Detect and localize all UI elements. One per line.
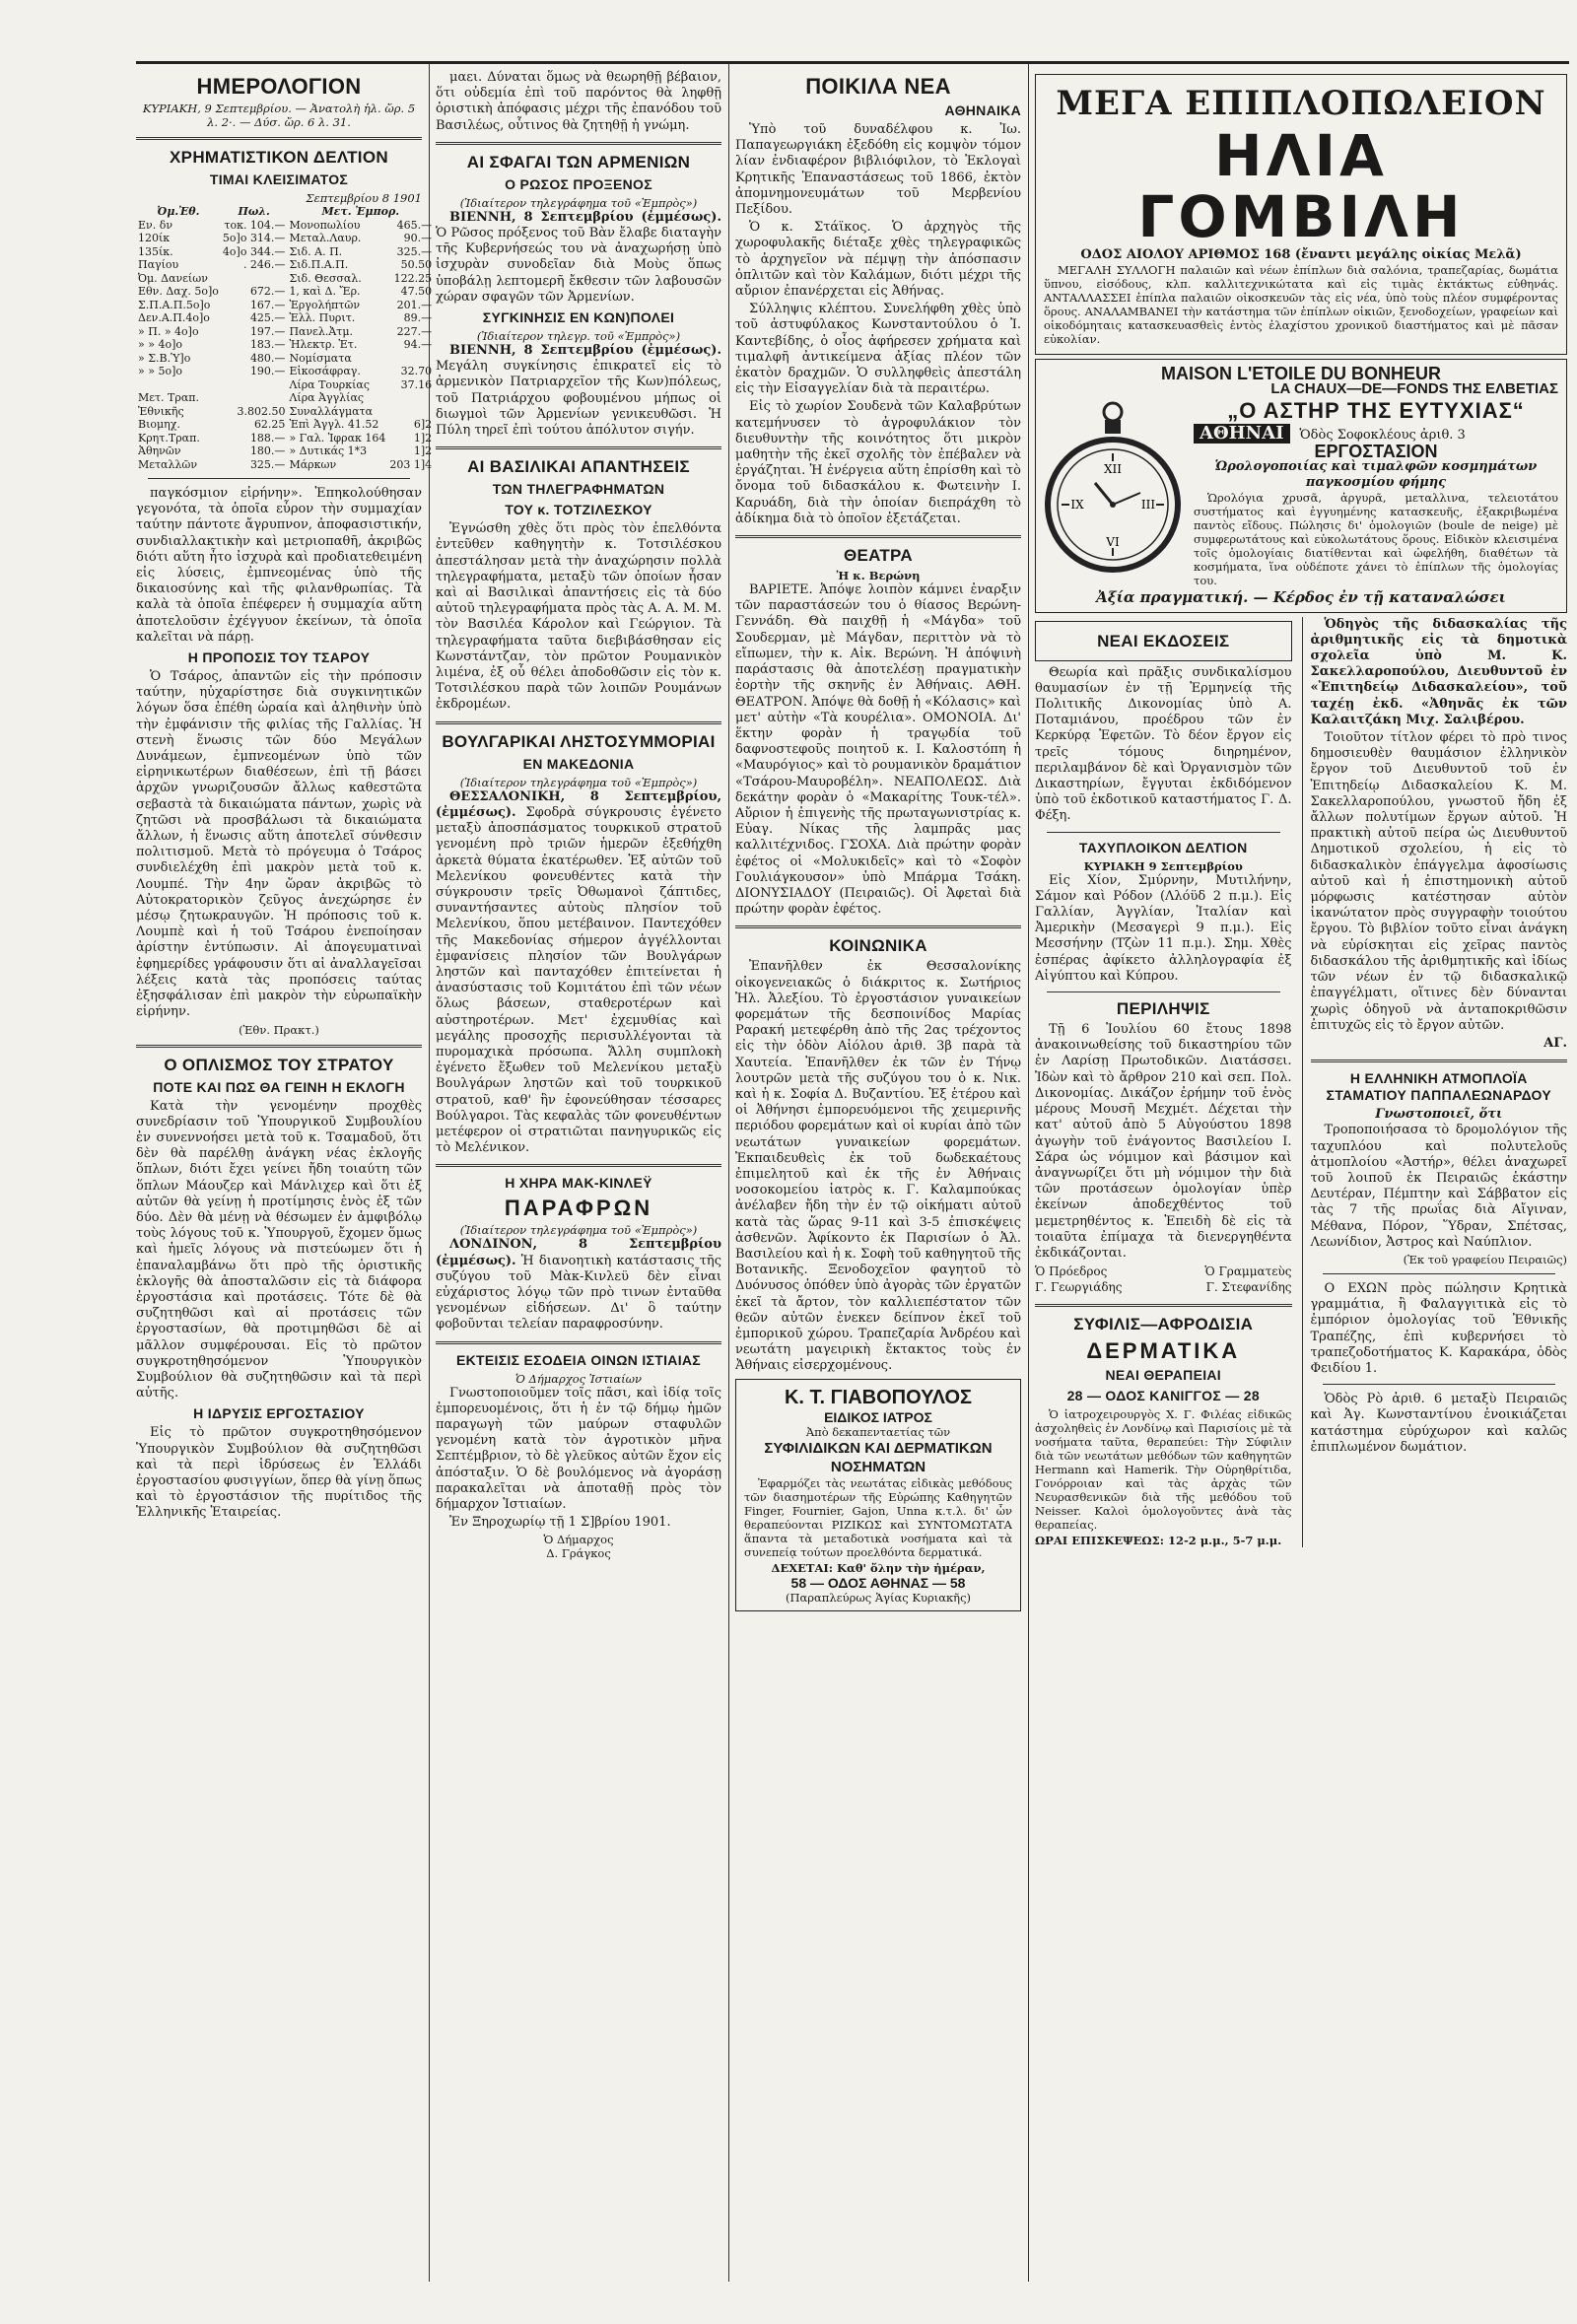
svg-text:IX: IX xyxy=(1070,497,1084,512)
market-cell: 1]2 xyxy=(413,431,433,444)
lower-right xyxy=(1302,617,1568,1547)
wire-credit: (Ἰδιαίτερον τηλεγράφημα τοῦ «Ἐμπρὸς») xyxy=(459,775,698,789)
article-subheading: Η ΙΔΡΥΣΙΣ ΕΡΓΟΣΤΑΣΙΟΥ xyxy=(193,1405,365,1422)
market-row xyxy=(136,311,434,325)
market-cell: Σιδ.Π.Α.Π. xyxy=(289,258,349,271)
article-body: Μεγάλη συγκίνησις ἐπικρατεῖ εἰς τὸ ἀρμενικὸν Πατριαρχεῖον τῆς Κων)πόλεως, τοῦ Πατριάρχου φοβουμένου μήπως οἱ διωγμοὶ τῶν Ἀρμενίων γενικευθῶσι. Ἡ Πύλη τηρεῖ ἐπὶ τούτου ἀπόλυτον σιγήν. xyxy=(436,359,721,439)
market-cell: » » 4ο]ο xyxy=(138,338,182,351)
market-header-cell: Ὀμ.Ἐθ. xyxy=(157,205,200,218)
divider xyxy=(735,535,1021,538)
market-cell: Μετ. Τραπ. xyxy=(138,391,199,404)
market-cell: Ἐργολήπτῶν xyxy=(289,298,361,311)
watch-advertisement xyxy=(1035,359,1567,612)
market-cell: Ἐθνικῆς xyxy=(138,404,184,418)
market-cell: 672.— xyxy=(249,285,286,298)
svg-text:III: III xyxy=(1140,497,1156,512)
market-rows xyxy=(136,219,434,472)
market-cell: 197.— xyxy=(249,324,286,338)
article-subheading: ΕΝ ΜΑΚΕΔΟΝΙΑ xyxy=(522,755,635,772)
market-cell: 122.25 xyxy=(393,271,433,285)
market-cell xyxy=(387,405,434,419)
market-row xyxy=(136,232,434,245)
divider xyxy=(1323,1384,1556,1385)
signatures xyxy=(1035,1264,1292,1295)
market-row xyxy=(136,391,434,405)
dateline: ΘΕΣΣΑΛΟΝΙΚΗ, 8 Σεπτεμβρίου, (ἐμμέσως). xyxy=(436,788,721,820)
market-cell: Λίρα Τουρκίας xyxy=(289,377,370,391)
market-row xyxy=(136,258,434,272)
article-heading: ΑΙ ΒΑΣΙΛΙΚΑΙ ΑΠΑΝΤΗΣΕΙΣ xyxy=(467,457,690,477)
article-body: Εἰς τὸ πρῶτον συγκροτηθησόμενον Ὑπουργικὸν Συμβούλιον θὰ συζητηθῶσι καὶ τὰ περὶ ἱδρύσεως ἐν Ἑλλάδι ἐργοστασίου φυσιγγίων, ὅπερ θὰ γίνῃ ὅπως καὶ τὸ ἐργοστάσιον τῆς πυρίτιδος τῆς Ἑλληνικῆς Ἑταιρείας. xyxy=(136,1425,422,1521)
market-row xyxy=(136,352,434,366)
market-cell: 1, καὶ Δ. Ἔρ. xyxy=(289,285,361,298)
market-cell: Νομίσματα xyxy=(289,351,352,365)
section-title: ΝΕΑΙ ΕΚΔΟΣΕΙΣ xyxy=(1097,631,1230,650)
signature-right xyxy=(1204,1264,1291,1295)
divider xyxy=(148,478,410,479)
news-item: Ὁ κ. Στάϊκος. Ὁ ἀρχηγὸς τῆς χωροφυλακῆς διέταξε χθὲς τηλεγραφικῶς τὸ ἀρχηγεῖον νὰ πέμψῃ τὴν ἀπόσπασιν ὁπλιτῶν καὶ τὸν Καλάμων, διότι μέχρι τῆς αὔριον ἐπανέρχεται εἰς Ἀθήνας. xyxy=(735,220,1021,300)
section-subtitle: Ἡ κ. Βερώνη xyxy=(836,569,921,583)
market-cell: 37.16 xyxy=(400,377,433,391)
market-cell: Ὀμ. Δανείων xyxy=(138,271,208,285)
ad-address: 58 — ΟΔΟΣ ΑΘΗΝΑΣ — 58 xyxy=(790,1574,966,1591)
column-rule xyxy=(728,64,729,2282)
article-body: Τοιοῦτον τίτλον φέρει τὸ πρὸ τινος δημοσιευθὲν θαυμάσιον ἐλληνικὸν ἔργον τοῦ Διευθυντοῦ τοῦ ἐν Ἐπιτηδείῳ Διδασκαλείου Κ. Μ. Σακελλαροπούλου, γνωστοῦ ἤδη ἐξ ἄλλων πολυτίμων ἔργων αὐτοῦ. Ἡ πρακτικὴ αὐτοῦ πείρα ὡς Διευθυντοῦ Δημοτικοῦ σχολείου, ἡ εἰς τὸ διδασκαλικὸν ἐπάγγελμα ἀφοσίωσις αὐτοῦ καὶ ἡ ἐπιστημονικὴ αὐτοῦ μόρφωσις κατέστησαν αὐτὸν ἱκανώτατον πρὸς συγγραφὴν τοιούτου ἔργου. Τὸ βιβλίον τοῦτο εἶναι ἀνάγκη νὰ εὑρίσκηται εἰς χεῖρας παντὸς διδασκάλου τῆς ἀριθμητικῆς καὶ ἰδίως τῶν νέων ἐν τῷ διδασκαλικῷ ἐπαγγέλματι, οἵτινες δὲν δύνανται χωρὶς ὁδηγοῦ νὰ ἀνταποκριθῶσιν ἐπιτυχῶς εἰς τὸ ἔργον αὐτῶν. xyxy=(1310,730,1567,1033)
ad-body: Ὡρολόγια χρυσᾶ, ἀργυρᾶ, μεταλλινα, τελειοτάτου συστήματος καὶ ἐγγυημένης κατασκευῆς, ἐξακριβωμένα παντὸς εἴδους. Πώλησις δι' ὁμολογιῶν (boule de neige) μὲ συμφερωτάτους καὶ εὐκολωτάτους ὅρους. Εἰδικὸν κλεισιμένα τοῖς ὁμολογίαις διατίθενται καὶ ὠφελήθη, διαθέτων τὰ κοσμήματα, ἵνα οὐδέποτε χάνει τὸ ἐπίπλων τῆς ὁμολογίας του. xyxy=(1194,491,1558,588)
market-cell: » Γαλ. Ἰφρακ 164 xyxy=(289,431,386,444)
svg-text:XII: XII xyxy=(1103,461,1123,476)
market-cell: Μεταλ.Λαυρ. xyxy=(289,232,362,244)
divider xyxy=(1323,1273,1556,1274)
market-cell: Μάρκων xyxy=(289,457,337,471)
market-row xyxy=(136,325,434,339)
section-title: ΚΟΙΝΩΝΙΚΑ xyxy=(829,936,927,956)
books-box xyxy=(1035,621,1292,661)
article-source: (Ἐθν. Πρακτ.) xyxy=(239,1022,319,1037)
market-row xyxy=(136,272,434,286)
market-row xyxy=(136,245,434,259)
news-item: Εἰς τὸ χωρίον Σουδενὰ τῶν Καλαβρύτων κατεμήνυσεν τὸ ἀγροφυλάκιον τὸν διευθυντὴν τῆς κοινότητος ὅτι μικρὸν μαθητὴν τῆς ἐκεῖ σχολῆς τὸν ἐπέβαλεν νὰ ἐργάζηται. Ἡ ἐνέργεια αὕτη ἐπρίσθη καὶ τὸ ὄνομα τοῦ διδασκάλου κ. Φωτεινὴν Ι. Καρυάδη, διὰ τὴν ὁποίαν διεπράχθη τὸ ἀδίκημα διὰ τὸ ὁποῖον ἐξετάζεται. xyxy=(735,399,1021,526)
market-cell: » Δυτικάς 1*3 xyxy=(289,444,368,457)
market-row xyxy=(136,444,434,458)
column-2 xyxy=(436,70,721,2282)
ad-city: ΑΘΗΝΑΙ xyxy=(1194,424,1290,444)
market-cell: Εἰκοσάφραγ. xyxy=(289,365,361,377)
market-cell: 227.— xyxy=(396,324,433,338)
market-cell xyxy=(387,352,434,366)
ad-hours: ΩΡΑΙ ΕΠΙΣΚΕΨΕΩΣ: 12-2 μ.μ., 5-7 μ.μ. xyxy=(1035,1533,1282,1547)
market-cell: 120ίκ xyxy=(138,232,171,244)
market-cell: Ἑλλ. Πυριτ. xyxy=(289,311,356,324)
article-body: Ὁ Ρῶσος πρόξενος τοῦ Βὰν ἔλαβε διαταγὴν τῆς Κυβερνήσεώς του νὰ ἀναχωρήσῃ ὑπὸ ἰσχυρὰν συνοδεῖαν διὰ Μοὺς ὅπως ὑποβάλῃ λεπτομερῆ ἔκθεσιν τῶν λαβουσῶν χώραν σφαγῶν τῶν Ἀρμενίων. xyxy=(436,226,721,305)
market-row xyxy=(136,418,434,432)
column-1 xyxy=(136,70,433,2282)
notice-heading: ΕΚΤΕΙΣΙΣ ΕΣΟΔΕΙΑ ΟΙΝΩΝ ΙΣΤΙΑΙΑΣ xyxy=(455,1351,701,1368)
market-cell: Εν. δν xyxy=(138,218,173,232)
market-cell: Βιομηχ. xyxy=(138,418,180,431)
market-row xyxy=(136,299,434,312)
ad-name: ΗΛΙΑ ΓΟΜΒΙΛΗ xyxy=(1137,122,1465,250)
market-cell: 135ίκ. xyxy=(138,244,173,258)
signature-name: Γ. Γεωργιάδης xyxy=(1035,1280,1123,1295)
wire-credit: (Ἰδιαίτερον τηλεγράφημα τοῦ «Ἐμπρὸς») xyxy=(459,195,698,210)
news-item: Ὑπὸ τοῦ δυναδέλφου κ. Ἰω. Παπαγεωργιάκη ἐξεδόθη εἰς κομψὸν τόμον λίαν ἐνδιαφέρον βιβλιόφιλον, τὸ Ἐκλογαὶ Κρητικῆς Ἐπαναστάσεως τοῦ 1866, ἐκτὸν ἀπομνημονευμάτων τοῦ Μερβενίου Πεξίδου. xyxy=(735,122,1021,218)
article-body: Ἐγνώσθη χθὲς ὅτι πρὸς τὸν ἐπελθόντα ἐντεῦθεν καθηγητὴν κ. Τοτσιλέσκου ἀπεστάλησαν μετὰ τὴν ἀναχώρησιν πολλὰ τηλεγραφήματα, μεταξὺ τῶν ὁποίων ἦσαν καὶ αἱ Βασιλικαὶ ἀπαντήσεις εἰς τὰ δύο αὐτοῦ τηλεγραφήματα πρὸς τὰς Α. Α. Μ. Μ. τὸν Βασιλέα Κάρολον καὶ Γεώργιον. Τὰ τηλεγραφήματα ταῦτα διεβιβάσθησαν εἰς Κωνστάντζαν, τὸν πρῶτον Ρουμανικὸν λιμένα, ἐξ οὗ θέλει ἀποδοθῶσιν εἰς τὸν κ. Τοτσιλέσκου παρὰ τῶν λοιπῶν Ρουμάνων ἐκδρομέων. xyxy=(436,521,721,713)
market-cell: 94.— xyxy=(403,338,433,351)
classified-ad: Ο ΕΧΩΝ πρὸς πώλησιν Κρητικὰ γραμμάτια, ἢ Φαλαγγιτικὰ εἰς τὸ ἐμπόριον ὁμολογίας τοῦ Ἐθνικῆς Τραπέζης, ἐπὶ κυβερνήσει τὸ τραπεζοδοτήματος Κ. Καρακάρα, ὁδὸς Φειδίου 1. xyxy=(1310,1280,1567,1376)
market-cell: 190.— xyxy=(249,365,286,377)
ad-factory: ΕΡΓΟΣΤΑΣΙΟΝ xyxy=(1314,441,1438,461)
article-body: Θεωρία καὶ πρᾶξις συνδικαλίσμου θαυμασίων ἐν τῇ Ἑρμηνείᾳ τῆς Πολιτικῆς Δικονομίας ὑπὸ Α. Ποταμιάνου, προέδρου τῶν ἐν Κερκύρᾳ Ἐφετῶν. Τὸ δέον ἔργον εἰς τρεῖς τόμους διηρημένον, περιλαμβάνον δὲ καὶ Ὀργανισμὸν τῶν Δικαστηρίων, ἔγγυται ἐκδιδόμενον ὑπὸ τοῦ ἐκδοτικοῦ καταστήματος Γ. Δ. Φέξη. xyxy=(1035,664,1292,824)
newspaper-page xyxy=(136,61,1569,2282)
dateline: ΒΙΕΝΝΗ, 8 Σεπτεμβρίου (ἐμμέσως). xyxy=(449,343,721,359)
market-cell: Σιδ. Α. Π. xyxy=(289,244,343,258)
market-cell: Σ.Π.Α.Π.5ο]ο xyxy=(138,298,211,311)
notice-sign-role: Ὁ Δήμαρχος xyxy=(543,1533,614,1547)
ad-name: „Ο ΑΣΤΗΡ ΤΗΣ ΕΥΤΥΧΙΑΣ“ xyxy=(1227,397,1525,423)
lower-left xyxy=(1035,617,1292,1547)
column-3 xyxy=(735,70,1021,2282)
notice-body: Γνωστοποιοῦμεν τοῖς πᾶσι, καὶ ἰδίᾳ τοῖς ἐμπορευομένοις, ὅτι ἡ ἐν τῷ δήμῳ ἡμῶν παραγωγὴ τῶν μαύρων σταφυλῶν γενομένη κατὰ τὸν ἀγροτικὸν μῆνα Σεπτέμβριον, τὸ δὲ γλεῦκος αὐτῶν ἔχον εἰς ἀπόσταξιν. Ὁ δὲ βουλόμενος νὰ ἀγοράσῃ παρακαλεῖται νὰ ἀποταθῇ πρὸς τὸν δήμαρχον Ἱστιαίων. xyxy=(436,1385,721,1512)
market-cell: Συναλλάγματα xyxy=(289,404,374,418)
market-row xyxy=(136,432,434,445)
article-body: Ὁ Τσάρος, ἀπαντῶν εἰς τὴν πρόποσιν ταύτην, ηὐχαρίστησε διὰ συγκινητικῶν λόγων ὅσα ἐπέθη ὡραία καὶ ἀληθινὴν ὑπὸ τὴν ἐμφάνισιν τῆς φιλίας τῆς Γαλλίας. Ἡ στενὴ ἕνωσις τῶν δύο Μεγάλων Δυνάμεων, ἐμπνεομένων ὑπὸ τῶν εἰρηνικωτέρων διαθέσεων, ἐπὶ τῇ βάσει ἀρχῶν γνωριζουσῶν ἄλλως καθεστῶτα σεβαστὰ τὰ δικαιώματα πάντων, χωρὶς νὰ ζητῶσι νὰ προσβάλωσι τὰ δικαιώματα ἄλλων, ἡ ἕνωσις αὕτη ἀποτελεῖ σύνθεσιν πολιτισμοῦ. Μετὰ τὸ πρόγευμα ὁ Τσάρος συνδιελέχθη ἐπὶ μακρὸν μετὰ τοῦ κ. Λουμπέ. Τὴν 4ην ὥραν ἀκριβῶς τὸ Αὐτοκρατορικὸν ζεῦγος ἀνεχώρησε ἐν μέσῳ ζητωκραυγῶν. Ἡ πρόποσις τοῦ κ. Λουμπὲ καὶ ἡ τοῦ Τσάρου ἐνεποίησαν ἀρίστην ἐντύπωσιν. Αἱ ἀπογευματιναὶ ἐφημερίδες γράφουσιν ὅτι αἱ ἀναλλαγεῖσαι λέξεις κατὰ τὰς προπόσεις ταύτας ἐξησφάλισαν ἐπὶ μακρὸν τὴν εὐρωπαϊκὴν εἰρήνην. xyxy=(136,669,422,1020)
divider xyxy=(436,721,721,724)
market-cell: . 246.— xyxy=(242,258,286,271)
article-source: (Ἐκ τοῦ γραφείου Πειραιῶς) xyxy=(1403,1252,1567,1266)
market-cell: 62.25 xyxy=(253,418,286,431)
section-title: Η ΕΛΛΗΝΙΚΗ ΑΤΜΟΠΛΟΪΑ ΣΤΑΜΑΤΙΟΥ ΠΑΠΠΑΛΕΩΝΑΡΔΟΥ xyxy=(1326,1070,1551,1104)
furniture-advertisement xyxy=(1035,74,1567,355)
divider xyxy=(436,142,721,145)
ad-hours: ΔΕΧΕΤΑΙ: Καθ' ὅλην τὴν ἡμέραν, xyxy=(771,1560,986,1575)
doctor-advertisement xyxy=(735,1379,1021,1611)
ad-tagline: Ὡρολογοποιίας καὶ τιμαλφῶν κοσμημάτων παγκοσμίου φήμης xyxy=(1214,459,1538,491)
section-title: ΤΑΧΥΠΛΟΙΚΟΝ ΔΕΛΤΙΟΝ xyxy=(1078,839,1248,855)
article-body: Σφοδρὰ σύγκρουσις ἐγένετο μεταξὺ ἀποσπάσματος τουρκικοῦ στρατοῦ γενομένη πρὸ τριῶν ἡμερῶν ἐξεθήχθη ἀρκετὰ θύματα ἐκατέρωθεν. Ἐξ αὐτῶν τοῦ Μελενίκου φονευθέντες κατὰ τὴν σύγκρουσιν τρεῖς Ὀθωμανοὶ ζάπτιδες, συναντήσαντες αὐτοὺς πλησίον τοῦ Μελενίκου, ὅπου μετέβαινον. Παντεχόθεν τῆς Μακεδονίας σήμερον ἀγγέλλονται ἐμφανίσεις πλησίον τῶν Βουλγάρων ληστῶν καὶ πανταχόθεν ἐπιτείνεται ἡ ἀνασύστασις τοῦ Κομιτάτου ἐπὶ τῶν νέων ὅλως βάσεων, σταθεροτέρων καὶ αὐστηροτέρων. Μετ' ἐχεμυθίας καὶ μεγάλης προσοχῆς περισυλλέγονται τὰ πυρομαχικὰ πρόσωπα. Ἄλλη συμπλοκὴ ἐγένετο ἔξωθεν τοῦ Μελενίκου μεταξὺ Βουλγάρων ληστῶν καὶ τοῦ τουρκικοῦ στρατοῦ, καθ' ἣν ἐφονεύθησαν τέσσαρες Βούλγαροι. Τὰς κεφαλὰς τῶν φονευθέντων μετέφερον οἱ στρατιῶται πανηγυρικῶς εἰς τὸ Μελένικον. xyxy=(436,804,721,1156)
ad-body: Ὁ ἰατροχειρουργὸς Χ. Γ. Φιλέας εἰδικῶς ἀσχοληθεὶς ἐν Λονδίνῳ καὶ Παρισίοις μὲ τὰ νοσήματα ταῦτα, θεραπεύει: Τὴν Σύφιλιν διὰ τῶν νεωτάτων μεθόδων τῶν καθηγητῶν Hermann καὶ Hamerik. Τὴν Οὐρηθρίτιδα, Γονόρροιαν καὶ τὰς ἀρχὰς τῶν Νευρασθενικῶν διὰ τῆς μεθόδου τοῦ Neisser. Καλοὶ ὁμολογοῦντες ἀνὰ τὰς θεραπείας. xyxy=(1035,1406,1292,1532)
divider xyxy=(1035,1304,1292,1307)
market-cell: Ἐπὶ Ἀγγλ. 41.52 xyxy=(289,418,379,431)
section-subtitle: Γνωστοποιεῖ, ὅτι xyxy=(1375,1107,1503,1123)
wire-credit: (Ἰδιαίτερον τηλεγράφημα τοῦ «Ἐμπρὸς») xyxy=(459,1223,698,1238)
article-heading: ΒΟΥΛΓΑΡΙΚΑΙ ΛΗΣΤΟΣΥΜΜΟΡΙΑΙ xyxy=(442,731,716,751)
article-subheading: ΤΟΥ κ. ΤΟΤΖΙΛΕΣΚΟΥ xyxy=(505,502,652,518)
ad-subtitle: LA CHAUX—DE—FONDS ΤΗΣ ΕΛΒΕΤΙΑΣ xyxy=(1270,380,1558,398)
notice-place: Ἐν Ξηροχωρίῳ τῇ 1 Σ]βρίου 1901. xyxy=(449,1515,671,1531)
market-row xyxy=(136,285,434,299)
article-body: Κατὰ τὴν γενομένην προχθὲς συνεδρίασιν τοῦ Ὑπουργικοῦ Συμβουλίου ἐν συνεννοήσει μετὰ τοῦ κ. Τσαμαδοῦ, ὅτι δὲν θὰ παρέλθῃ ἀνάγκη νέας ἐκλογῆς ὅπλων, διότι ἔχει γείνει ἤδη τοιαύτη τῶν ὅπλων Μάουζερ καὶ Μάνλιχερ καὶ ὅτι ἐξ αὐτῶν θὰ γείνῃ ἡ προτίμησις ἑνὸς ἐξ τῶν δύο. Δὲν θὰ μένῃ νὰ θέσωμεν ἐν ἀμφιβόλῳ τοὺς λόγους τοῦ κ. Ὑπουργοῦ, ἔχομεν ὅμως καὶ ἡμεῖς λόγους νὰ πιστεύωμεν ὅτι ἡ ἐπαναλαμβάνω ὅτι πρὸ τῆς ὁριστικῆς ἐκλογῆς θὰ ἀποσταλῶσιν εἰς τὰ διάφορα ἐργοστάσια καὶ προτάσεις. Τότε δὲ θὰ συζητηθῶσι καὶ αἱ προτάσεις τῶν ἐργοστασίων, θὰ προτιμηθῶσι δὲ αἱ μᾶλλον συμφέρουσαι. Εἰς τὸ πρῶτον συγκροτηθησόμενον Ὑπουργικὸν Συμβούλιον θὰ συζητηθῶσιν καὶ τὰ περὶ αὐτῆς. xyxy=(136,1098,422,1401)
ad-specialty: ΣΥΦΙΛΙΔΙΚΩΝ ΚΑΙ ΔΕΡΜΑΤΙΚΩΝ ΝΟΣΗΜΑΤΩΝ xyxy=(764,1439,993,1475)
article-body: Εἰς Χίον, Σμύρνην, Μυτιλήνην, Σάμον καὶ Ρόδον (Λλόϋδ 2 π.μ.). Εἰς Γαλλίαν, Ἀγγλίαν, Ἰταλίαν καὶ Ἀμερικὴν (Μεσαγερὶ 9 π.μ.). Εἰς Μεσσήνην (Τζὼν 11 π.μ.). Σημ. Χθὲς ἐσπέρας ἀφίκετο ἀλληλογραφία ἐξ Αἰγύπτου καὶ Κύπρου. xyxy=(1035,872,1292,984)
column-4 xyxy=(1035,70,1567,2282)
divider xyxy=(1311,1059,1568,1062)
market-cell: 4ο]ο 344.— xyxy=(222,244,286,258)
market-cell xyxy=(221,391,288,405)
market-cell: 183.— xyxy=(249,338,286,351)
section-title: ΠΟΙΚΙΛΑ ΝΕΑ xyxy=(805,74,951,99)
market-cell: 47.50 xyxy=(400,285,433,298)
article-body: Ἡ διανοητικὴ κατάστασις τῆς συζύγου τοῦ Μὰκ-Κινλεϋ δὲν εἶναι εὐχάριστος λόγῳ τῶν πρὸ τινων ἐνταῦθα γενομένων εἰδήσεων. Δι' ὃ ταύτην φοβοῦνται τελείαν παραφροσύνην. xyxy=(436,1253,722,1333)
market-cell xyxy=(221,378,288,392)
market-cell: » Σ.Β.Ὑ]ο xyxy=(138,351,191,365)
article-heading: Η ΧΗΡΑ ΜΑΚ-ΚΙΝΛΕΫ xyxy=(505,1175,652,1192)
ad-footer: Ἀξία πραγματική. — Κέρδος ἐν τῇ καταναλώσει xyxy=(1096,588,1506,607)
svg-text:VI: VI xyxy=(1106,534,1120,549)
article-heading: ΑΙ ΣΦΑΓΑΙ ΤΩΝ ΑΡΜΕΝΙΩΝ xyxy=(466,152,691,171)
market-cell: Πανελ.Ἀτμ. xyxy=(289,324,353,338)
market-cell: 167.— xyxy=(249,298,286,311)
market-cell: 325.— xyxy=(249,457,286,471)
dateline: ΒΙΕΝΝΗ, 8 Σεπτεμβρίου (ἐμμέσως). xyxy=(449,209,721,225)
signature-role: Ὁ Γραμματεὺς xyxy=(1204,1265,1292,1279)
divider xyxy=(1047,832,1280,833)
signature-role: Ὁ Πρόεδρος xyxy=(1035,1265,1108,1279)
wire-credit: (Ἰδιαίτερον τηλεγρ. τοῦ «Ἐμπρὸς») xyxy=(476,329,681,344)
ad-title: Κ. Τ. ΓΙΑΒΟΠΟΥΛΟΣ xyxy=(784,1386,973,1408)
market-cell: Λίρα Ἀγγλίας xyxy=(289,391,365,404)
ad-line: Ἀπὸ δεκαπενταετίας τῶν xyxy=(805,1424,951,1439)
divider xyxy=(136,137,422,140)
market-cell xyxy=(221,272,288,286)
calendar-title: ΗΜΕΡΟΛΟΓΙΟΝ xyxy=(196,74,362,99)
ad-title: ΜΕΓΑ ΕΠΙΠΛΟΠΩΛΕΙΟΝ xyxy=(1056,84,1546,123)
section-subtitle: ΚΥΡΙΑΚΗ 9 Σεπτεμβρίου xyxy=(1083,858,1243,873)
market-subtitle: ΤΙΜΑΙ ΚΛΕΙΣΙΜΑΤΟΣ xyxy=(209,171,349,187)
article-body: Τροποποιήσασα τὸ δρομολόγιον τῆς ταχυπλόου καὶ πολυτελοῦς ἀτμοπλοίου «Ἀστήρ», θέλει ἀναχωρεῖ τοῦ λοιποῦ ἐκ Πειραιῶς ἑκάστην Δευτέραν, Πέμπτην καὶ Σάββατον εἰς τὰς 7 τῆς πρωΐας διὰ Αἴγιναν, Μέθανα, Πόρον, Ὕδραν, Σπέτσας, Λεωνίδιον, Ἀστρος καὶ Ναύπλιον. xyxy=(1310,1123,1567,1250)
market-cell: 465.— xyxy=(396,218,433,232)
market-cell: 50.50 xyxy=(400,258,433,271)
article-body: Τῇ 6 Ἰουλίου 60 ἔτους 1898 ἀνακοινωθείσης τοῦ δικαστηρίου τῶν ἐν Λαρίσῃ Πρωτοδικῶν. Διατάσσει. Ἰδὼν καὶ τὸ ἄρθρον 210 καὶ σεπ. Πολ. Δικονομίας. Δικάζον ἐρήμην τοῦ ἑνὸς μέρους Μουσῆ Μεχμέτ. Δέχεται τὴν κατ' αὐτοῦ ἀπὸ 5 Αὐγούστου 1898 ἀγωγὴν τοῦ ἐνάγοντος Βασιλείου Ι. Σάρα ὡς νόμιμον καὶ βάσιμον καὶ ἀναγνωρίζει ὅτι μὴ νόμιμον τὴν διὰ τῶν προτάσεων ὁμολογίαν ὑπὲρ ἐκείνων ἀποδεχθέντος τοῦ μεμετρηθέντος κ. Ἐπειδὴ δὲ εἰς τὰ τοιαῦτα ἐπίμαχα τὰ διενεργηθέντα ἐκδικάζονται. xyxy=(1035,1022,1292,1261)
ad-subtitle: ΝΕΑΙ ΘΕΡΑΠΕΙΑΙ xyxy=(1105,1366,1221,1383)
market-cell: Παγίου xyxy=(138,258,179,271)
market-cell: 480.— xyxy=(249,351,286,365)
market-cell xyxy=(136,378,221,392)
market-date: Σεπτεμβρίου 8 1901 xyxy=(306,191,422,205)
divider xyxy=(436,1341,721,1344)
market-cell: τοκ. 104.— xyxy=(224,218,286,232)
market-table xyxy=(136,205,434,471)
market-cell: 180.— xyxy=(249,444,286,457)
market-cell: 201.— xyxy=(396,298,433,311)
article-body: παγκόσμιον εἰρήνην». Ἐπηκολούθησαν γεγονότα, τὰ ὁποῖα εὗρον τὴν συμμαχίαν ταύτην πάντοτε ἄγρυπνον, ἀποφασιστικήν, συνδιαλλακτικὴν καὶ μετριοπαθῆ, ἀκριβῶς διότι αὕτη ἦτο ἰσχυρὰ καὶ προδιατεθειμένη εἰς λύσεις, ἐμπνεομένας ὑπὸ τῆς δικαιοσύνης καὶ τῆς φιλανθρωπίας. Τὰ καλὰ τὰ ὁποῖα ἐπέφερεν ἡ συμμαχία αὕτη ἀποτελοῦσιν ἐχέγγυον ἐκείνων, τὰ ὁποῖα καλεῖται νὰ πάρῃ. xyxy=(136,486,422,645)
market-cell: 325.— xyxy=(396,244,433,258)
article-subheading: ΣΥΓΚΙΝΗΣΙΣ ΕΝ ΚΩΝ)ΠΟΛΕΙ xyxy=(482,309,675,326)
market-cell: Κρητ.Τραπ. xyxy=(138,431,200,444)
article-subheading: ΠΟΤΕ ΚΑΙ ΠΩΣ ΘΑ ΓΕΙΝΗ Η ΕΚΛΟΓΗ xyxy=(153,1078,405,1095)
article-heading: Η ΠΡΟΠΟΣΙΣ ΤΟΥ ΤΣΑΡΟΥ xyxy=(187,649,371,666)
pocket-watch-icon xyxy=(1044,398,1182,585)
divider xyxy=(436,446,721,449)
ad-subtitle: ΔΕΡΜΑΤΙΚΑ xyxy=(1086,1337,1241,1363)
market-cell: Ἠλεκτρ. Ἑτ. xyxy=(289,338,358,351)
market-cell: » » 5ο]ο xyxy=(138,365,182,377)
market-cell: Μονοπωλίου xyxy=(289,218,361,232)
divider xyxy=(136,1045,422,1048)
market-cell: 6]2 xyxy=(413,418,433,431)
market-row xyxy=(136,219,434,233)
notice-subheading: Ὁ Δήμαρχος Ἱστιαίων xyxy=(515,1371,642,1386)
ad-address-note: (Παραπλεύρως Ἁγίας Κυριακῆς) xyxy=(785,1591,971,1606)
lower-split xyxy=(1035,617,1567,1547)
market-cell: » Π. » 4ο]ο xyxy=(138,324,199,338)
ad-text xyxy=(1194,398,1558,590)
market-row xyxy=(136,405,434,419)
market-cell: Μεταλλῶν xyxy=(138,457,198,471)
market-cell: 188.— xyxy=(249,431,286,444)
ad-address: Ὁδὸς Σοφοκλέους ἀριθ. 3 xyxy=(1299,427,1466,443)
ad-body: Ἐφαρμόζει τὰς νεωτάτας εἰδικὰς μεθόδους τῶν διασημοτέρων τῆς Εὐρώπης Καθηγητῶν Finger, Fournier, Gajon, Unna κ.τ.λ. δι' ὧν θεραπεύονται ΡΙΖΙΚΩΣ καὶ ΣΥΝΤΟΜΩΤΑΤΑ ἅπαντα τὰ μεταδοτικὰ νοσήματα καὶ τὰ συνεπείᾳ τούτων προελθόντα δερματικά. xyxy=(744,1475,1012,1559)
ad-address: ΟΔΟΣ ΑΙΟΛΟΥ ΑΡΙΘΜΟΣ 168 (ἔναντι μεγάλης οἰκίας Μελᾶ) xyxy=(1080,247,1522,262)
ad-title: MAISON L'ETOILE DU BONHEUR xyxy=(1161,364,1441,384)
market-cell: 425.— xyxy=(249,311,286,324)
market-header-row xyxy=(136,205,434,219)
article-body: ΒΑΡΙΕΤΕ. Ἀπόψε λοιπὸν κάμνει ἐναρξιν τῶν παραστάσεών του ὁ θίασος Βερώνη-Γεννάδη. Θὰ παιχθῇ ἡ «Μάγδα» τοῦ Σουδερμαν, μὲ Μάγδαν, περιττὸν νὰ τὸ εἴπωμεν, τὴν κ. Αἰκ. Βερώνη. Ἡ ἀπόψινὴ παράστασις θὰ ἀποτελέσῃ πραγματικὴν ἐορτὴν τῆς σκηνῆς ἐν Ἀθήναις. ΑΘΗ. ΘΕΑΤΡΟΝ. Ἀπόψε θὰ δοθῇ ἡ «Κόλασις» καὶ μετ' αὐτὴν «Τὰ κουρέλια». ΟΜΟΝΟΙΑ. Δι' ἕκτην φορὰν ἡ τραγῳδία τοῦ δαφνοστεφοῦς ποιητοῦ κ. Ι. Καλοστόπη ἡ «Μαυρόγιος» καὶ τὸ ρουμανικὸν δραμάτιον «Τσάρου-Μαυροβέλη». ΝΕΑΠΟΛΕΩΣ. Διὰ δεκάτην φορὰν ὁ «Μακαρίτης Τουκ-τέλ». Αὔριον ἡ ἐπιγενὴς τῆς πρωταγωνιστρίας κ. Εὐαγ. Νίκας τῆς λαμπρᾶς μας καλλιτέχνιδος. ΓΣΟΧΑ. Διὰ πρώτην φορὰν ἐφέτος οἱ «Μολυκιδεῖς» καὶ τὸ «Σοφὸν Γουλιάγκουσον» ὑπὸ Μπάρμα Τσάκη. ΔΙΟΝΥΣΙΑΔΟΥ (Πειραιῶς). Οἱ Ἀφεταὶ διὰ πρώτην φορὰν ἐφέτος. xyxy=(735,582,1021,918)
market-cell xyxy=(387,391,434,405)
market-cell: 203 1]4 xyxy=(389,457,433,471)
column-rule xyxy=(1028,64,1029,2282)
market-cell: Δεν.Α.Π.4ο]ο xyxy=(138,311,210,324)
market-cell: 1]2 xyxy=(413,444,433,457)
classified-ad: Ὁδὸς Ρὸ ἀριθ. 6 μεταξὺ Πειραιῶς καὶ Ἀγ. Κωνσταντίνου ἐνοικιάζεται κατάστημα εὐρύχωρον καὶ καλῶς ἐπιπλωμένον δωμάτιον. xyxy=(1310,1392,1567,1455)
market-cell: Εθν. Δαχ. 5ο]ο xyxy=(138,285,219,298)
market-header-cell: Μετ. Ἐμπορ. xyxy=(321,205,400,218)
signature-left xyxy=(1035,1264,1122,1295)
ad-body: ΜΕΓΑΛΗ ΣΥΛΛΟΓΗ παλαιῶν καὶ νέων ἐπίπλων διὰ σαλόνια, τραπεζαρίας, δωμάτια ὕπνου, εἰσόδους, κλπ. καλλιτεχνικώτατα καὶ εἰς τιμὰς ἐκτάκτως εὐθηνάς. ΑΝΤΑΛΛΑΣΣΕΙ ἐπίπλα παλαιῶν οἰκοσκευῶν τὰς εἰς νέα, ὑπὸ τοὺς πλέον συμφέροντας ὅρους. ΑΝΑΛΑΜΒΑΝΕΙ τὴν κατάστημα τῶν ἐπίπλων οἰκιῶν, ξενοδοχείων, γραφείων καὶ οἰκοδόμηταις κατασκευασθεὶς ἐντὸς ἐλαχίστου χρονικοῦ διαστήματος καὶ μὲ πᾶσαν εὐκολίαν. xyxy=(1044,263,1558,347)
ad-address: 28 — ΟΔΟΣ ΚΑΝΙΓΓΟΣ — 28 xyxy=(1066,1387,1260,1403)
article-heading-large: ΠΑΡΑΦΡΩΝ xyxy=(504,1196,653,1221)
market-row xyxy=(136,458,434,472)
article-heading: Ο ΟΠΛΙΣΜΟΣ ΤΟΥ ΣΤΡΑΤΟΥ xyxy=(164,1055,394,1074)
signature-name: Γ. Στεφανίδης xyxy=(1205,1280,1292,1295)
market-cell: Ἀθηνῶν xyxy=(138,444,181,457)
market-row xyxy=(136,365,434,378)
market-row xyxy=(136,378,434,392)
article-body: μαει. Δύναται ὅμως νὰ θεωρηθῇ βέβαιον, ὅτι οὐδεμία ἐπὶ τοῦ παρόντος θὰ ληφθῇ ὁριστικὴ ἀπόφασις μέχρι τῆς ἐπανόδου τοῦ Βασιλέως, οὗτινος θὰ ζητηθῇ ἡ γνώμη. xyxy=(436,70,721,133)
market-cell: 89.— xyxy=(403,311,433,324)
ad-title: ΣΥΦΙΛΙΣ—ΑΦΡΟΔΙΣΙΑ xyxy=(1073,1314,1254,1333)
divider xyxy=(436,1164,721,1167)
article-subheading: ΤΩΝ ΤΗΛΕΓΡΑΦΗΜΑΤΩΝ xyxy=(492,481,665,498)
market-cell: 3.802.50 xyxy=(237,404,286,418)
market-cell: 5ο]ο 314.— xyxy=(222,232,286,244)
notice-sign-name: Δ. Γράγκος xyxy=(546,1546,611,1561)
dateline: ΛΟΝΔΙΝΟΝ, 8 Σεπτεμβρίου (ἐμμέσως). xyxy=(436,1237,721,1268)
calendar-line: ΚΥΡΙΑΚΗ, 9 Σεπτεμβρίου. — Ἀνατολὴ ἡλ. ὥρ. 5 λ. 2·. — Δύσ. ὥρ. 6 λ. 31. xyxy=(142,102,416,129)
article-signature: ΑΓ. xyxy=(1543,1035,1567,1051)
news-item: Σύλληψις κλέπτου. Συνελήφθη χθὲς ὑπὸ τοῦ ἀστυφύλακος Κωνσταντούλου ὁ Ἰ. Καντεβίδης, ὁ οἷος ἀφήρεσεν χρήματα καὶ τιμαλφῆ ἀντικείμενα ἀξίας πλέον τῶν ἑκατὸν δραχμῶν. Ὁ συλληφθεὶς ἀπεστάλη εἰς τὴν Εἰσαγγελίαν διὰ τὰ περαιτέρω. xyxy=(735,302,1021,397)
market-title: ΧΡΗΜΑΤΙΣΤΙΚΟΝ ΔΕΛΤΙΟΝ xyxy=(170,148,388,167)
ad-content xyxy=(1044,398,1558,590)
section-subtitle: ΑΘΗΝΑΙΚΑ xyxy=(944,103,1021,118)
market-cell: 90.— xyxy=(403,232,433,244)
divider xyxy=(1047,991,1280,992)
section-title: ΘΕΑΤΡΑ xyxy=(844,546,913,566)
section-title: ΠΕΡΙΛΗΨΙΣ xyxy=(1116,999,1210,1019)
article-body: Ἐπανῆλθεν ἐκ Θεσσαλονίκης οἰκογενειακῶς ὁ διάκριτος κ. Σωτήριος Ἠλ. Ἀλεξίου. Τὸ ἐργοστάσιον γυναικείων φορεμάτων τῆς δεσποινίδος Μαρίας Ραρακή μετεφέρθη ἀπὸ τῆς 2ας τρέχοντος εἰς τὴν ὁδὸν Αἰόλου ἀριθ. 3β παρὰ τὰ Χαυτεία. Ἐπανῆλθεν ἐκ τῶν ἐν Τήνῳ λουτρῶν μετὰ τῆς συζύγου του ὁ κ. Νικ. καὶ ἡ κ. Σοφία Δ. Βυζαντίου. Ἐξ ἑτέρου καὶ οἱ Ἀθήνησι ἐμπορευόμενοι τῆς χειμερινῆς περιόδου φορεμάτων καὶ οἱ κυρίαι ἀπὸ τῶν νεωτάτων γυναικείων φορεμάτων. Ἐκπαιδευθεὶς ἐκ τοῦ δωδεκαέτους ἐπιμελητοῦ καὶ ἐκ τῆς ἐν Ἀθήναις νοσοκομείου ἰατρὸς κ. Γ. Καλαμπούκας ἀνέλαβεν ἤδη τὴν ἐν τῷ οἰκήματι αὐτοῦ κατὰ τὰς ὥρας 9-11 καὶ 3-5 ἐπισκέψεις ἀσθενῶν. Ἀφίκοντο ἐκ Παρισίων ὁ Ἀλ. Βασιλείου καὶ ἡ κ. Σοφὴ τοῦ καθηγητοῦ τῆς Βοτανικῆς. Ξενοδοχεῖον φαγητοῦ τὸ Δυόνυσος ὁπόθεν ὑπὸ ἀγορὰς τῶν ἐργατῶν ἐκεῖ τὰ ἄρτον, τὸν καλλιεπέστατον τῶν θεῶν αὐτῶν ἐνεκεν δείπνον ἐκεῖ τοῦ ἐμπορικοῦ χώρου. Τραπεζαρία Ἀνδρέου καὶ νεωτάτη μαγειρικὴ ἔκτακτος τοὺς ἐν Ἀθήναις εἰσερχομένους. xyxy=(735,959,1021,1374)
article-subheading: Ο ΡΩΣΟΣ ΠΡΟΞΕΝΟΣ xyxy=(505,175,652,192)
article-body: Ὁδηγὸς τῆς διδασκαλίας τῆς ἀριθμητικῆς εἰς τὰ δημοτικὰ σχολεῖα ὑπὸ Μ. Κ. Σακελλαροπούλου, Διευθυντοῦ ἐν «Ἐπιτηδείῳ Διδασκαλείου», τοῦ ταχέῃ ἐκδ. «Ἀθηνᾶς ἐκ τῶν Καλαιτζάκη Μιχ. Σαλιβέρου. xyxy=(1310,616,1567,727)
divider xyxy=(735,925,1021,928)
market-cell: Σιδ. Θεσσαλ. xyxy=(289,271,362,285)
market-cell: 32.70 xyxy=(400,365,433,377)
ad-subtitle: ΕΙΔΙΚΟΣ ΙΑΤΡΟΣ xyxy=(824,1408,932,1425)
market-row xyxy=(136,338,434,352)
market-header-cell: Πωλ. xyxy=(238,205,270,218)
